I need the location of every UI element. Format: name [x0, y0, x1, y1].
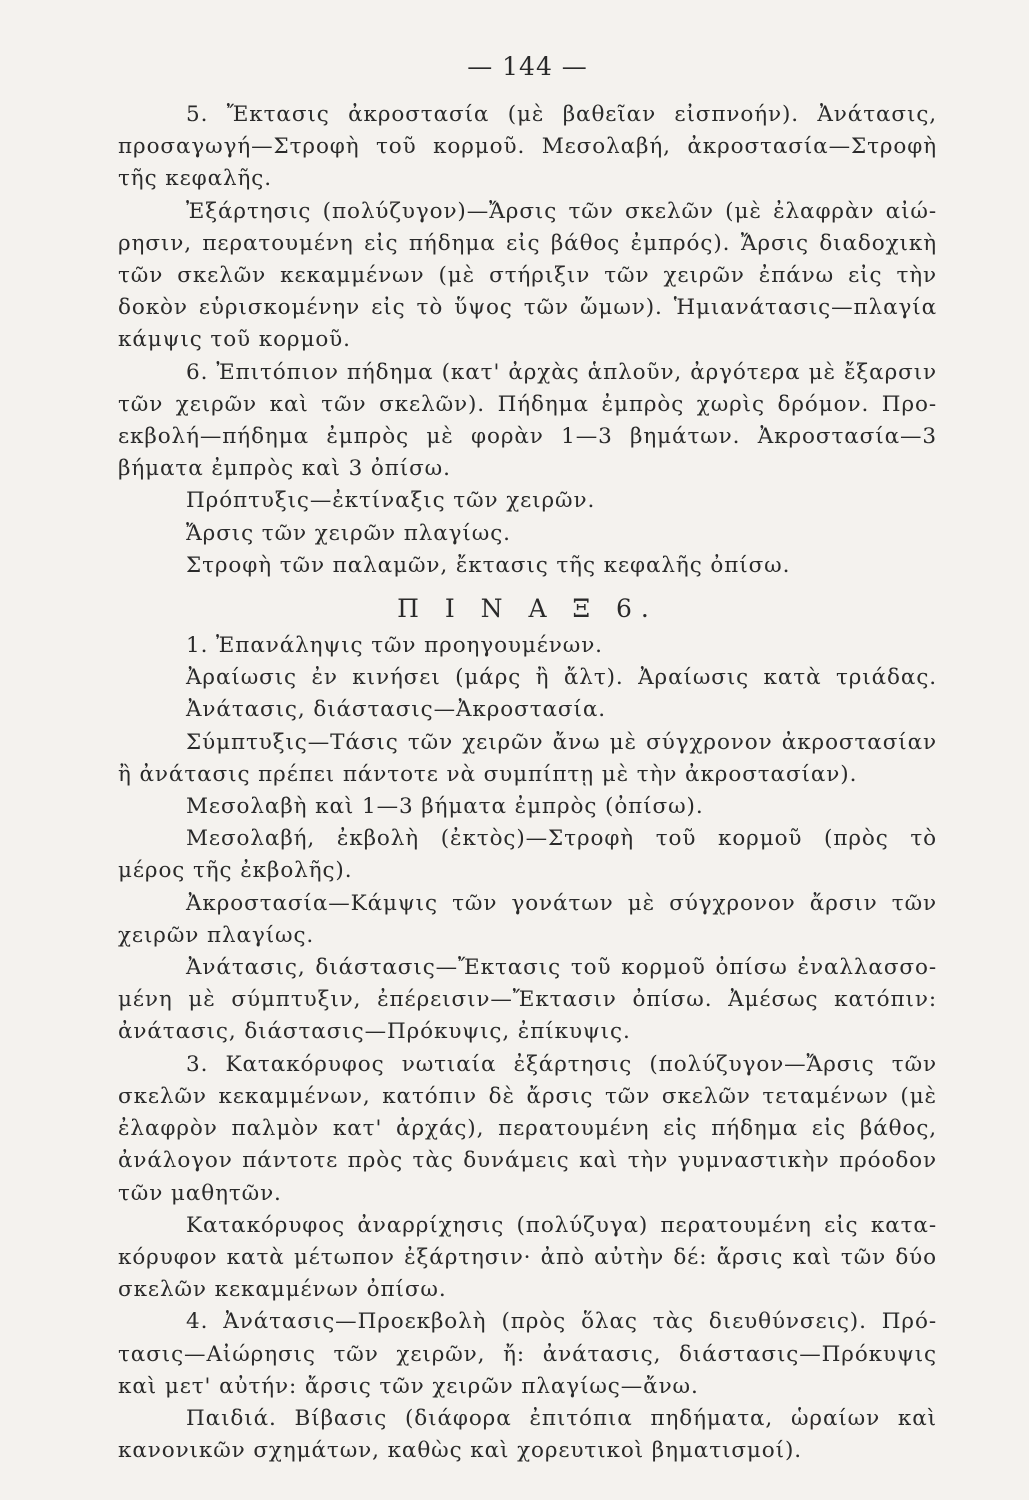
text-line: Κατακόρυφος ἀναρρίχησις (πολύζυγα) περατουμένη εἰς κατα- — [186, 1212, 937, 1238]
page-number: — 144 — — [467, 52, 588, 81]
text-line: ἢ ἀνάτασις πρέπει πάντοτε νὰ συμπίπτῃ μὲ τὴν ἀκροστασίαν). — [118, 761, 858, 787]
text-line: μέρος τῆς ἐκβολῆς). — [118, 858, 353, 884]
text-line: σκελῶν κεκαμμένων, κατόπιν δὲ ἄρσις τῶν σκελῶν τεταμένων (μὲ — [118, 1083, 937, 1109]
text-line: Ἐξάρτησις (πολύζυγον)—Ἄρσις τῶν σκελῶν (μὲ ἐλαφρὰν αἰώ- — [186, 198, 937, 224]
section-heading: Π Ι Ν Α Ξ 6. — [397, 594, 658, 624]
text-line: Μεσολαβὴ καὶ 1—3 βήματα ἐμπρὸς (ὀπίσω). — [186, 794, 704, 820]
text-block-before-heading — [118, 99, 937, 582]
text-line: 5. Ἔκτασις ἀκροστασία (μὲ βαθεῖαν εἰσπνοήν). Ἀνάτασις, — [186, 102, 937, 127]
text-line: χειρῶν πλαγίως. — [118, 922, 315, 948]
text-line: 3. Κατακόρυφος νωτιαία ἐξάρτησις (πολύζυγον—Ἄρσις τῶν — [186, 1051, 937, 1077]
text-line: 4. Ἀνάτασις—Προεκβολὴ (πρὸς ὅλας τὰς διευθύνσεις). Πρό- — [186, 1309, 937, 1335]
text-line: 6. Ἐπιτόπιον πήδημα (κατ' ἀρχὰς ἁπλοῦν, ἀργότερα μὲ ἔξαρσιν — [186, 359, 937, 385]
text-line: Στροφὴ τῶν παλαμῶν, ἔκτασις τῆς κεφαλῆς ὀπίσω. — [186, 552, 791, 578]
text-line: κάμψις τοῦ κορμοῦ. — [118, 327, 351, 353]
text-line: Σύμπτυξις—Τάσις τῶν χειρῶν ἄνω μὲ σύγχρονον ἀκροστασίαν — [186, 729, 937, 755]
text-line: ρησιν, περατουμένη εἰς πήδημα εἰς βάθος ἐμπρός). Ἄρσις διαδοχικὴ — [118, 230, 937, 256]
text-line: κόρυφον κατὰ μέτωπον ἐξάρτησιν· ἀπὸ αὐτὴν δέ: ἄρσις καὶ τῶν δύο — [118, 1244, 937, 1270]
text-line: μένη μὲ σύμπτυξιν, ἐπέρεισιν—Ἔκτασιν ὀπίσω. Ἀμέσως κατόπιν: — [118, 987, 937, 1013]
text-line: τῶν σκελῶν κεκαμμένων (μὲ στήριξιν τῶν χειρῶν ἐπάνω εἰς τὴν — [118, 263, 937, 289]
text-line: ἐλαφρὸν παλμὸν κατ' ἀρχάς), περατουμένη εἰς πήδημα εἰς βάθος, — [118, 1116, 937, 1142]
text-line: κανονικῶν σχημάτων, καθὼς καὶ χορευτικοὶ βηματισμοί). — [118, 1438, 802, 1464]
text-line: βήματα ἐμπρὸς καὶ 3 ὀπίσω. — [118, 456, 451, 482]
text-line: 1. Ἐπανάληψις τῶν προηγουμένων. — [186, 633, 603, 659]
text-line: Ἀραίωσις ἐν κινήσει (μάρς ἢ ἄλτ). Ἀραίωσις κατὰ τριάδας. — [186, 665, 937, 691]
text-line: ἀνάλογον πάντοτε πρὸς τὰς δυνάμεις καὶ τὴν γυμναστικὴν πρόοδον — [118, 1148, 937, 1174]
text-line: τασις—Αἰώρησις τῶν χειρῶν, ἤ: ἀνάτασις, διάστασις—Πρόκυψις — [118, 1341, 937, 1367]
text-line: τῆς κεφαλῆς. — [118, 166, 272, 192]
text-line: Πρόπτυξις—ἐκτίναξις τῶν χειρῶν. — [186, 488, 596, 514]
text-line: τῶν χειρῶν καὶ τῶν σκελῶν). Πήδημα ἐμπρὸς χωρὶς δρόμον. Προ- — [118, 391, 937, 417]
text-line: προσαγωγή—Στροφὴ τοῦ κορμοῦ. Μεσολαβή, ἀκροστασία—Στροφὴ — [118, 134, 937, 160]
text-line: Ἄρσις τῶν χειρῶν πλαγίως. — [186, 520, 511, 546]
text-line: εκβολή—πήδημα ἐμπρὸς μὲ φορὰν 1—3 βημάτων. Ἀκροστασία—3 — [118, 424, 937, 450]
text-line: ἀνάτασις, διάστασις—Πρόκυψις, ἐπίκυψις. — [118, 1019, 631, 1045]
text-line: σκελῶν κεκαμμένων ὀπίσω. — [118, 1277, 447, 1303]
text-line: Ἀνάτασις, διάστασις—Ἀκροστασία. — [186, 697, 606, 723]
text-line: δοκὸν εὑρισκομένην εἰς τὸ ὕψος τῶν ὤμων). Ἡμιανάτασις—πλαγία — [118, 295, 937, 321]
text-line: Παιδιά. Βίβασις (διάφορα ἐπιτόπια πηδήματα, ὡραίων καὶ — [186, 1405, 937, 1431]
text-block-after-heading — [118, 630, 937, 1467]
text-line: Μεσολαβή, ἐκβολὴ (ἐκτὸς)—Στροφὴ τοῦ κορμοῦ (πρὸς τὸ — [186, 826, 937, 852]
text-line: καὶ μετ' αὐτήν: ἄρσις τῶν χειρῶν πλαγίως—ἄνω. — [118, 1373, 699, 1399]
text-line: τῶν μαθητῶν. — [118, 1180, 282, 1206]
text-line: Ἀνάτασις, διάστασις—Ἔκτασις τοῦ κορμοῦ ὀπίσω ἐναλλασσο- — [186, 955, 937, 981]
text-line: Ἀκροστασία—Κάμψις τῶν γονάτων μὲ σύγχρονον ἄρσιν τῶν — [186, 890, 937, 916]
